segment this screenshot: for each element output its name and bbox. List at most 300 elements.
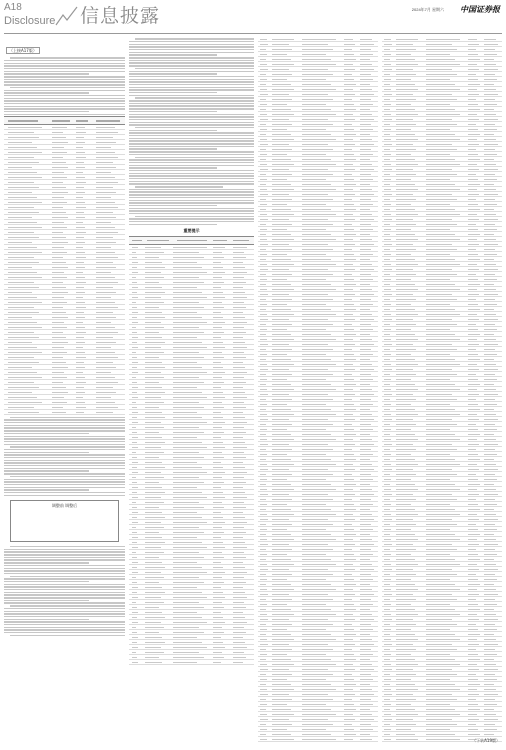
table-cell: [96, 342, 116, 343]
table-cell: [484, 734, 494, 735]
table-cell: [344, 729, 354, 730]
table-cell: [484, 629, 497, 630]
table-cell: [145, 532, 159, 533]
table-cell: [426, 169, 452, 170]
table-cell: [132, 637, 138, 638]
dateline: 2024年7月 星期六: [411, 7, 444, 12]
table-cell: [272, 104, 287, 105]
table-cell: [468, 259, 480, 260]
table-cell: [132, 367, 137, 368]
text-line: [129, 135, 254, 136]
table-cell: [8, 187, 39, 188]
table-cell: [484, 369, 498, 370]
table-cell: [302, 139, 336, 140]
table-cell: [384, 359, 390, 360]
table-cell: [468, 539, 477, 540]
text-line: [4, 565, 125, 566]
table-cell: [213, 297, 225, 298]
table-cell: [213, 577, 222, 578]
table-cell: [468, 104, 478, 105]
table-cell: [302, 499, 333, 500]
text-line: [10, 417, 125, 418]
table-cell: [396, 374, 416, 375]
table-cell: [426, 659, 455, 660]
table-cell: [396, 624, 416, 625]
table-cell: [233, 452, 244, 453]
table-cell: [360, 559, 370, 560]
table-cell: [426, 734, 455, 735]
table-cell: [360, 484, 370, 485]
table-cell: [173, 437, 197, 438]
table-cell: [302, 134, 331, 135]
table-cell: [302, 44, 328, 45]
table-cell: [213, 277, 222, 278]
table-cell: [360, 59, 370, 60]
table-cell: [396, 539, 418, 540]
table-cell: [233, 307, 246, 308]
table-cell: [360, 249, 371, 250]
table-cell: [484, 634, 494, 635]
table-cell: [302, 559, 331, 560]
table-cell: [272, 384, 291, 385]
table-cell: [484, 694, 498, 695]
table-cell: [360, 519, 374, 520]
table-cell: [302, 279, 326, 280]
table-cell: [344, 714, 353, 715]
table-cell: [384, 204, 391, 205]
table-cell: [132, 352, 136, 353]
table-cell: [360, 434, 370, 435]
table-cell: [468, 669, 479, 670]
table-cell: [272, 474, 292, 475]
table-cell: [52, 207, 63, 208]
table-cell: [384, 79, 391, 80]
table-cell: [302, 494, 328, 495]
table-cell: [468, 429, 478, 430]
table-cell: [96, 292, 116, 293]
table-cell: [360, 199, 371, 200]
text-line: [10, 87, 125, 88]
table-cell: [396, 414, 418, 415]
table-cell: [260, 329, 267, 330]
table-cell: [132, 272, 138, 273]
table-cell: [272, 184, 291, 185]
table-cell: [260, 269, 268, 270]
table-cell: [76, 332, 86, 333]
table-cell: [260, 549, 266, 550]
table-cell: [96, 172, 111, 173]
table-cell: [396, 324, 416, 325]
table-cell: [272, 619, 289, 620]
table-cell: [344, 419, 355, 420]
table-cell: [213, 637, 221, 638]
table-cell: [173, 377, 199, 378]
table-cell: [302, 629, 326, 630]
table-cell: [260, 474, 266, 475]
table-cell: [52, 262, 66, 263]
table-cell: [426, 224, 457, 225]
table-cell: [484, 459, 494, 460]
table-cell: [145, 587, 162, 588]
table-cell: [426, 474, 457, 475]
table-cell: [272, 299, 292, 300]
table-cell: [272, 479, 287, 480]
text-line: [4, 602, 125, 603]
table-cell: [145, 472, 161, 473]
table-cell: [384, 529, 391, 530]
table-cell: [302, 54, 326, 55]
table-cell: [344, 409, 356, 410]
table-cell: [52, 237, 66, 238]
table-cell: [344, 49, 352, 50]
table-cell: [302, 384, 331, 385]
table-cell: [344, 244, 355, 245]
table-cell: [484, 269, 498, 270]
table-cell: [76, 212, 84, 213]
table-cell: [132, 612, 138, 613]
table-cell: [344, 629, 354, 630]
table-cell: [260, 379, 267, 380]
table-cell: [145, 502, 164, 503]
table-cell: [8, 392, 32, 393]
table-cell: [132, 282, 137, 283]
table-cell: [272, 289, 294, 290]
table-cell: [396, 489, 418, 490]
table-header: [129, 236, 254, 245]
table-cell: [426, 449, 457, 450]
text-line: [4, 441, 125, 442]
table-cell: [145, 267, 165, 268]
table-cell: [233, 572, 247, 573]
text-line: [129, 44, 254, 45]
table-cell: [344, 129, 354, 130]
text-line: [4, 600, 89, 601]
table-cell: [52, 182, 63, 183]
table-cell: [272, 464, 294, 465]
table-cell: [132, 527, 136, 528]
text-line: [4, 454, 125, 455]
table-cell: [96, 272, 111, 273]
table-cell: [344, 279, 354, 280]
table-cell: [302, 739, 336, 740]
table-cell: [302, 719, 328, 720]
table-cell: [384, 684, 390, 685]
table-cell: [233, 387, 243, 388]
text-line: [4, 594, 125, 595]
table-cell: [76, 407, 86, 408]
table-cell: [173, 622, 207, 623]
text-line: [4, 554, 125, 555]
text-line: [4, 584, 125, 585]
table-cell: [302, 484, 331, 485]
table-cell: [384, 314, 391, 315]
table-cell: [302, 459, 331, 460]
table-cell: [96, 372, 111, 373]
table-cell: [384, 514, 391, 515]
table-cell: [484, 404, 497, 405]
table-cell: [96, 282, 118, 283]
table-cell: [302, 509, 331, 510]
table-cell: [426, 79, 450, 80]
table-cell: [302, 654, 326, 655]
table-cell: [173, 267, 202, 268]
table-cell: [396, 179, 411, 180]
table-cell: [468, 284, 480, 285]
table-cell: [272, 379, 287, 380]
table-cell: [173, 327, 199, 328]
table-cell: [302, 219, 328, 220]
text-line: [4, 81, 125, 82]
table-cell: [145, 272, 161, 273]
table-cell: [8, 182, 34, 183]
table-cell: [8, 402, 42, 403]
table-cell: [76, 262, 84, 263]
table-cell: [396, 109, 415, 110]
table-cell: [260, 469, 268, 470]
table-cell: [173, 487, 197, 488]
table-cell: [344, 549, 352, 550]
table-cell: [233, 267, 245, 268]
table-cell: [76, 217, 85, 218]
table-cell: [302, 549, 333, 550]
text-line: [4, 419, 125, 420]
table-cell: [484, 59, 494, 60]
table-cell: [52, 147, 64, 148]
table-cell: [302, 444, 328, 445]
table-cell: [145, 357, 159, 358]
table-cell: [344, 354, 354, 355]
table-cell: [302, 234, 331, 235]
table-cell: [426, 164, 460, 165]
table-cell: [260, 79, 267, 80]
table-cell: [344, 369, 355, 370]
table-cell: [384, 199, 390, 200]
table-cell: [344, 149, 352, 150]
table-cell: [52, 162, 66, 163]
table-cell: [302, 414, 336, 415]
table-cell: [260, 284, 266, 285]
table-cell: [360, 234, 370, 235]
table-cell: [132, 537, 138, 538]
table-cell: [384, 194, 392, 195]
table-cell: [213, 307, 224, 308]
table-cell: [260, 374, 266, 375]
table-cell: [213, 647, 225, 648]
text-line: [4, 481, 125, 482]
table-cell: [272, 554, 287, 555]
table-cell: [426, 259, 455, 260]
table-cell: [360, 154, 373, 155]
table-cell: [384, 129, 391, 130]
table-cell: [260, 304, 267, 305]
table-cell: [384, 399, 390, 400]
table-cell: [233, 552, 244, 553]
table-cell: [302, 154, 326, 155]
table-cell: [173, 392, 202, 393]
table-cell: [360, 699, 371, 700]
table-cell: [173, 637, 197, 638]
table-cell: [468, 514, 477, 515]
securities-table: [258, 37, 378, 743]
table-cell: [302, 79, 326, 80]
table-cell: [302, 374, 333, 375]
table-cell: [213, 482, 224, 483]
table-cell: [132, 662, 138, 663]
table-cell: [260, 519, 268, 520]
table-cell: [468, 219, 479, 220]
table-cell: [302, 454, 326, 455]
table-cell: [484, 434, 494, 435]
table-cell: [426, 254, 450, 255]
table-cell: [426, 304, 450, 305]
table-cell: [302, 594, 328, 595]
table-cell: [96, 262, 113, 263]
table-cell: [8, 297, 37, 298]
table-cell: [396, 379, 411, 380]
table-cell: [426, 69, 452, 70]
table-cell: [344, 79, 354, 80]
text-line: [4, 557, 125, 558]
table-cell: [426, 539, 460, 540]
table-cell: [145, 487, 162, 488]
table-cell: [384, 569, 392, 570]
table-cell: [52, 327, 67, 328]
table-cell: [360, 514, 372, 515]
table-cell: [484, 329, 497, 330]
table-cell: [145, 297, 161, 298]
table-cell: [233, 432, 246, 433]
table-cell: [384, 424, 390, 425]
table-cell: [484, 479, 497, 480]
table-cell: [396, 259, 415, 260]
table-cell: [344, 74, 352, 75]
table-cell: [132, 602, 136, 603]
table-cell: [360, 584, 370, 585]
table-cell: [396, 439, 418, 440]
table-cell: [302, 259, 331, 260]
table-cell: [233, 312, 243, 313]
table-cell: [468, 684, 480, 685]
table-cell: [360, 229, 373, 230]
table-cell: [233, 477, 244, 478]
table-cell: [96, 297, 111, 298]
table-cell: [132, 622, 138, 623]
table-cell: [173, 657, 204, 658]
table-cell: [260, 99, 266, 100]
table-cell: [173, 452, 199, 453]
table-cell: [426, 494, 452, 495]
table-cell: [260, 359, 266, 360]
table-cell: [76, 177, 85, 178]
text-line: [129, 122, 254, 123]
table-cell: [302, 334, 331, 335]
table-cell: [272, 359, 291, 360]
table-cell: [426, 89, 460, 90]
table-cell: [76, 327, 85, 328]
table-cell: [260, 439, 267, 440]
table-cell: [96, 327, 115, 328]
adjustment-box: [10, 500, 119, 542]
table-cell: [272, 204, 287, 205]
table-cell: [468, 84, 480, 85]
table-cell: [426, 634, 455, 635]
table-cell: [233, 352, 244, 353]
table-cell: [384, 429, 391, 430]
table-cell: [302, 284, 331, 285]
table-cell: [173, 307, 204, 308]
table-cell: [52, 177, 67, 178]
table-cell: [302, 179, 326, 180]
table-cell: [302, 449, 333, 450]
text-line: [129, 132, 254, 133]
table-cell: [468, 464, 477, 465]
table-cell: [360, 474, 371, 475]
table-cell: [302, 349, 333, 350]
table-cell: [344, 114, 353, 115]
table-cell: [360, 359, 370, 360]
table-cell: [396, 579, 411, 580]
table-cell: [302, 554, 326, 555]
text-line: [129, 143, 254, 144]
table-cell: [426, 559, 455, 560]
table-cell: [484, 89, 496, 90]
table-cell: [360, 714, 372, 715]
table-cell: [145, 437, 162, 438]
table-cell: [344, 604, 354, 605]
table-cell: [272, 579, 287, 580]
table-cell: [426, 334, 455, 335]
table-cell: [132, 497, 138, 498]
text-line: [10, 635, 125, 636]
table-cell: [426, 314, 460, 315]
table-cell: [145, 457, 159, 458]
table-cell: [233, 252, 244, 253]
table-cell: [272, 234, 291, 235]
table-cell: [360, 349, 371, 350]
table-cell: [426, 274, 457, 275]
table-cell: [360, 389, 372, 390]
table-cell: [302, 659, 331, 660]
table-cell: [384, 509, 390, 510]
table-cell: [260, 659, 266, 660]
table-cell: [272, 699, 292, 700]
table-cell: [484, 449, 495, 450]
table-cell: [384, 554, 391, 555]
table-cell: [360, 159, 370, 160]
table-cell: [132, 412, 138, 413]
table-cell: [302, 324, 333, 325]
table-cell: [426, 199, 457, 200]
table-cell: [484, 454, 497, 455]
text-line: [129, 124, 254, 125]
table-cell: [96, 162, 113, 163]
table-cell: [260, 94, 268, 95]
table-cell: [233, 322, 247, 323]
table-cell: [344, 429, 354, 430]
table-cell: [384, 449, 390, 450]
table-cell: [360, 294, 374, 295]
table-cell: [233, 272, 247, 273]
table-cell: [302, 329, 326, 330]
table-cell: [145, 652, 164, 653]
table-cell: [260, 539, 267, 540]
table-cell: [384, 459, 390, 460]
table-cell: [145, 397, 161, 398]
table-cell: [302, 584, 331, 585]
table-cell: [213, 612, 221, 613]
table-cell: [260, 279, 267, 280]
table-cell: [76, 387, 84, 388]
